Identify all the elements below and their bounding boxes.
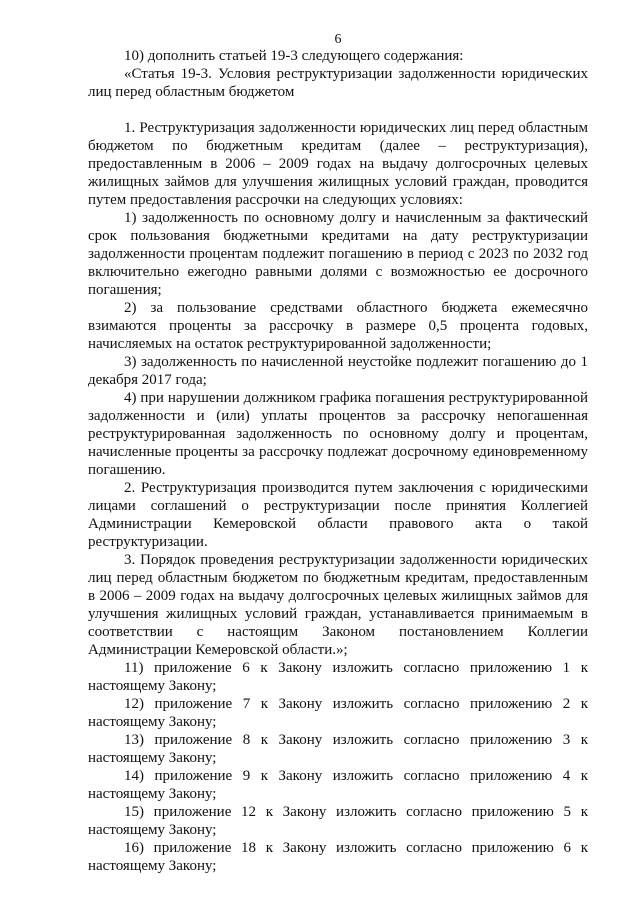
paragraph-item-10: 10) дополнить статьей 19-3 следующего содержания: bbox=[124, 48, 464, 64]
paragraph-item-13: 13) приложение 8 к Закону изложить согласно приложению 3 к настоящему Закону; bbox=[88, 732, 588, 766]
clause-2: 2. Реструктуризация производится путем заключения с юридическими лицами соглашений о реструктуризации после принятия Коллегией Администрации Кемеровской области правового акта о такой реструктуризации. bbox=[88, 480, 588, 550]
page-number: 6 bbox=[334, 32, 342, 47]
condition-1: 1) задолженность по основному долгу и начисленным за фактический срок пользования бюджетными кредитами на дату реструктуризации задолженности процентам подлежит погашению в период с 2023 по 2032 год включительно ежегодно равными долями с возможностью ее досрочного погашения; bbox=[88, 210, 588, 298]
document-body bbox=[88, 47, 588, 875]
condition-3: 3) задолженность по начисленной неустойке подлежит погашению до 1 декабря 2017 года; bbox=[88, 354, 588, 388]
paragraph-item-16: 16) приложение 18 к Закону изложить согласно приложению 6 к настоящему Закону; bbox=[88, 840, 588, 874]
clause-1: 1. Реструктуризация задолженности юридических лиц перед областным бюджетом по бюджетным кредитам (далее – реструктуризация), предоставленным в 2006 – 2009 годах на выдачу долгосрочных целевых жилищных займов для улучшения жилищных условий граждан, проводится путем предоставления рассрочки на следующих условиях: bbox=[88, 120, 588, 208]
clause-3: 3. Порядок проведения реструктуризации задолженности юридических лиц перед областным бюджетом по бюджетным кредитам, предоставленным в 2006 – 2009 годах на выдачу долгосрочных целевых жилищных займов для улучшения жилищных условий граждан, устанавливается принимаемым в соответствии с настоящим Законом постановлением Коллегии Администрации Кемеровской области.»; bbox=[88, 552, 588, 658]
paragraph-item-11: 11) приложение 6 к Закону изложить согласно приложению 1 к настоящему Закону; bbox=[88, 660, 588, 694]
paragraph-item-12: 12) приложение 7 к Закону изложить согласно приложению 2 к настоящему Закону; bbox=[88, 696, 588, 730]
paragraph-item-14: 14) приложение 9 к Закону изложить согласно приложению 4 к настоящему Закону; bbox=[88, 768, 588, 802]
condition-2: 2) за пользование средствами областного бюджета ежемесячно взимаются проценты за рассрочку в размере 0,5 процента годовых, начисляемых на остаток реструктурированной задолженности; bbox=[88, 300, 588, 352]
paragraph-item-15: 15) приложение 12 к Закону изложить согласно приложению 5 к настоящему Закону; bbox=[88, 804, 588, 838]
condition-4: 4) при нарушении должником графика погашения реструктурированной задолженности и (или) уплаты процентов за рассрочку непогашенная реструктурированная задолженность по основному долгу и процентам, начисленные проценты за рассрочку подлежат досрочному единовременному погашению. bbox=[88, 390, 588, 478]
article-heading: «Статья 19-3. Условия реструктуризации задолженности юридических лиц перед областным бюджетом bbox=[88, 66, 588, 100]
blank-line bbox=[88, 101, 588, 119]
